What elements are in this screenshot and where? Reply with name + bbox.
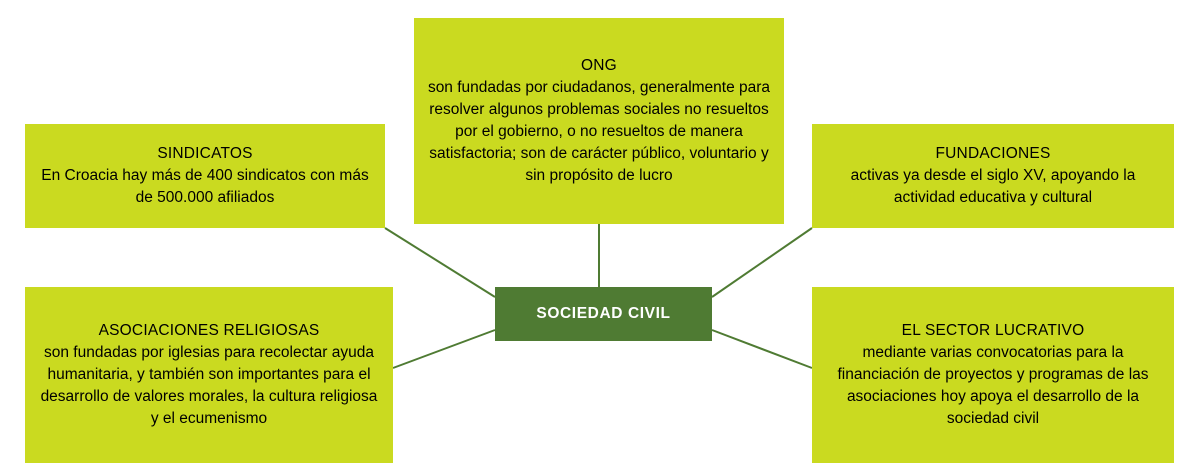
node-asociaciones-religiosas-description: son fundadas por iglesias para recolectar ayuda humanitaria, y también son importantes para el desarrollo de valores morales, la cultura religiosa y el ecumenismo — [40, 344, 378, 427]
node-sindicatos-title: SINDICATOS — [157, 145, 253, 162]
node-center-sociedad-civil — [495, 287, 712, 341]
node-sector-lucrativo-description: mediante varias convocatorias para la financiación de proyectos y programas de las asociaciones hoy apoya el desarrollo de la sociedad civil — [837, 344, 1149, 427]
node-sindicatos — [25, 124, 385, 228]
node-asociaciones-religiosas — [25, 287, 393, 463]
node-sector-lucrativo — [812, 287, 1174, 463]
node-ong-description: son fundadas por ciudadanos, generalmente para resolver algunos problemas sociales no resueltos por el gobierno, o no resueltos de manera satisfactoria; son de carácter público, voluntario y sin propósito de lucro — [427, 79, 771, 184]
node-fundaciones — [812, 124, 1174, 228]
node-fundaciones-title: FUNDACIONES — [935, 145, 1051, 162]
node-ong — [414, 18, 784, 224]
node-ong-title: ONG — [581, 57, 617, 74]
node-sector-lucrativo-title: EL SECTOR LUCRATIVO — [901, 322, 1085, 339]
node-asociaciones-religiosas-title: ASOCIACIONES RELIGIOSAS — [98, 322, 320, 339]
node-sindicatos-description: En Croacia hay más de 400 sindicatos con más de 500.000 afiliados — [41, 167, 369, 206]
node-center-label: SOCIEDAD CIVIL — [536, 305, 671, 322]
node-fundaciones-description: activas ya desde el siglo XV, apoyando la actividad educativa y cultural — [850, 167, 1136, 206]
